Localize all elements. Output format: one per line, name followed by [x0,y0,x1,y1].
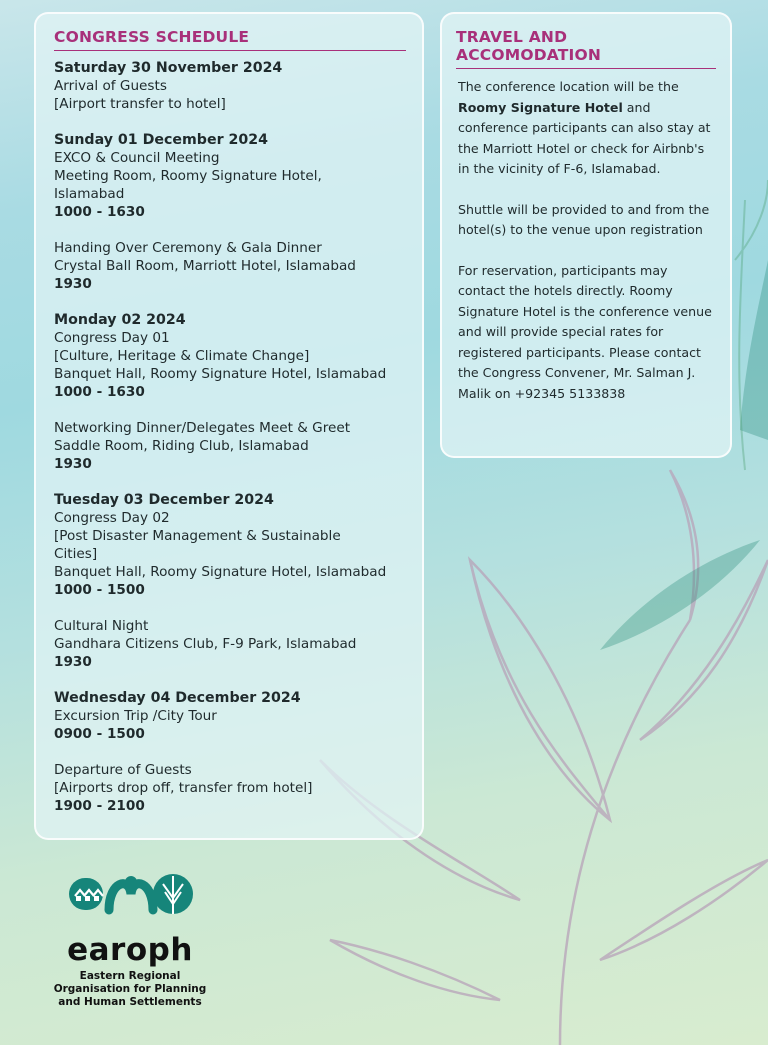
schedule-event [54,329,406,401]
travel-location-text: The conference location will be the [458,79,679,94]
congress-schedule-panel [34,12,424,840]
schedule-event-line: Gandhara Citizens Club, F-9 Park, Islamabad [54,636,357,652]
schedule-event-line: EXCO & Council Meeting [54,150,220,166]
travel-accommodation-title: TRAVEL AND ACCOMODATION [456,28,716,69]
schedule-event [54,707,406,743]
travel-accommodation-panel [440,12,732,458]
schedule-event [54,617,406,671]
schedule-day [54,131,406,293]
earoph-subtitle-line: Eastern Regional [79,970,181,982]
earoph-subtitle-line: Organisation for Planning [53,983,207,995]
schedule-event-line: Cultural Night [54,618,149,634]
schedule-event [54,77,406,113]
schedule-event-time: 1000 - 1630 [54,384,145,400]
schedule-event [54,239,406,293]
schedule-event [54,149,406,221]
schedule-event-line: Crystal Ball Room, Marriott Hotel, Islamabad [54,258,356,274]
schedule-event [54,509,406,599]
schedule-event-line: Cities] [54,546,98,562]
schedule-event-line: [Culture, Heritage & Climate Change] [54,348,310,364]
schedule-event-time: 1930 [54,654,92,670]
schedule-event-time: 1900 - 2100 [54,798,145,814]
schedule-event-line: Banquet Hall, Roomy Signature Hotel, Islamabad [54,366,387,382]
earoph-logo-icon [65,868,195,926]
schedule-event-line: [Airports drop off, transfer from hotel] [54,780,313,796]
schedule-list [54,59,406,815]
schedule-event-line: [Airport transfer to hotel] [54,96,226,112]
schedule-event-line: Saddle Room, Riding Club, Islamabad [54,438,309,454]
earoph-logo [50,868,210,1009]
schedule-day [54,311,406,473]
earoph-subtitle-line: and Human Settlements [58,996,202,1008]
schedule-event-line: Banquet Hall, Roomy Signature Hotel, Islamabad [54,564,387,580]
schedule-event [54,761,406,815]
schedule-event-line: [Post Disaster Management & Sustainable [54,528,341,544]
congress-schedule-title: CONGRESS SCHEDULE [54,28,406,51]
travel-paragraph-shuttle: Shuttle will be provided to and from the hotel(s) to the venue upon registration [458,201,710,237]
schedule-event-time: 1930 [54,456,92,472]
travel-paragraph-location [458,77,716,180]
travel-info [456,77,716,404]
schedule-event-line: Networking Dinner/Delegates Meet & Greet [54,420,351,436]
schedule-day-heading: Saturday 30 November 2024 [54,60,283,76]
schedule-event-line: Departure of Guests [54,762,192,778]
schedule-day [54,59,406,113]
schedule-day-heading: Monday 02 2024 [54,312,186,328]
schedule-event-time: 1000 - 1500 [54,582,145,598]
schedule-event-line: Islamabad [54,186,125,202]
schedule-day-heading: Tuesday 03 December 2024 [54,492,274,508]
schedule-event-line: Arrival of Guests [54,78,167,94]
schedule-event-time: 1000 - 1630 [54,204,145,220]
travel-location-text-cont: and conference participants can also stay at the Marriott Hotel or check for Airbnb's in the vicinity of F-6, Islamabad. [458,99,711,176]
schedule-day-heading: Wednesday 04 December 2024 [54,690,301,706]
earoph-subtitle [50,970,210,1009]
earoph-wordmark: earoph [67,932,193,968]
schedule-event-line: Meeting Room, Roomy Signature Hotel, [54,168,322,184]
travel-paragraph-reservation: For reservation, participants may contact the hotels directly. Roomy Signature Hotel is the conference venue and will provide special rates for registered participants. Please contact the Congress Convener, Mr. Salman J. Malik on +92345 5133838 [458,262,712,401]
schedule-event-line: Congress Day 01 [54,330,170,346]
schedule-day-heading: Sunday 01 December 2024 [54,132,268,148]
schedule-event-time: 0900 - 1500 [54,726,145,742]
schedule-event-line: Congress Day 02 [54,510,170,526]
schedule-event-time: 1930 [54,276,92,292]
venue-hotel-name: Roomy Signature Hotel [458,99,623,115]
schedule-event-line: Excursion Trip /City Tour [54,708,217,724]
schedule-day [54,689,406,815]
schedule-event [54,419,406,473]
schedule-day [54,491,406,671]
schedule-event-line: Handing Over Ceremony & Gala Dinner [54,240,322,256]
